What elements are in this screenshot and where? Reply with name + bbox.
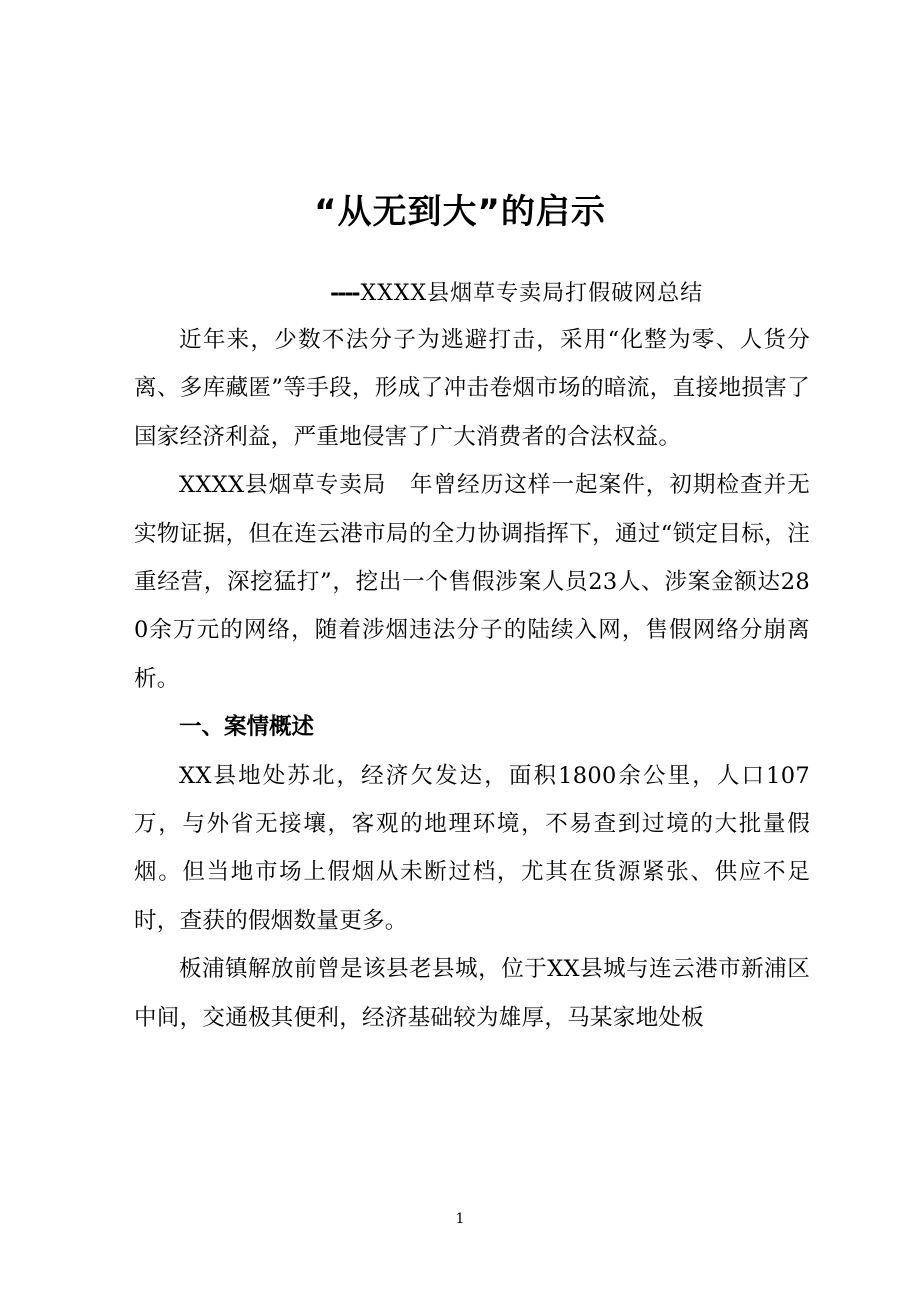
document-title: “从无到大”的启示 xyxy=(314,192,606,232)
document-subtitle xyxy=(330,275,703,312)
paragraph-intro: 近年来，少数不法分子为逃避打击，采用“化整为零、人货分离、多库藏匿”等手段，形成了冲击卷烟市场的暗流，直接地损害了国家经济利益，严重地侵害了广大消费者的合法权益。 xyxy=(134,327,810,450)
section-heading: 一、案情概述 xyxy=(179,714,315,741)
page-number: 1 xyxy=(455,1211,465,1227)
paragraph-banpu-town: 板浦镇解放前曾是该县老县城，位于XX县城与连云港市新浦区中间，交通极其便利，经济基础较为雄厚，马某家地处板 xyxy=(134,956,810,1031)
subtitle-dash: ---- xyxy=(330,280,359,306)
paragraph-case-summary: XXXX县烟草专卖局 年曾经历这样一起案件，初期检查并无实物证据，但在连云港市局的全力协调指挥下，通过“锁定目标，注重经营，深挖猛打”，挖出一个售假涉案人员23人、涉案金额达280余万元的网络，随着涉烟违法分子的陆续入网，售假网络分崩离析。 xyxy=(134,472,810,692)
subtitle-text: XXXX县烟草专卖局打假破网总结 xyxy=(360,281,704,306)
document-body xyxy=(134,316,810,1042)
paragraph-county-overview: XX县地处苏北，经济欠发达，面积1800余公里，人口107万，与外省无接壤，客观的地理环境，不易查到过境的大批量假烟。但当地市场上假烟从未断过档，尤其在货源紧张、供应不足时，查获的假烟数量更多。 xyxy=(134,762,810,934)
